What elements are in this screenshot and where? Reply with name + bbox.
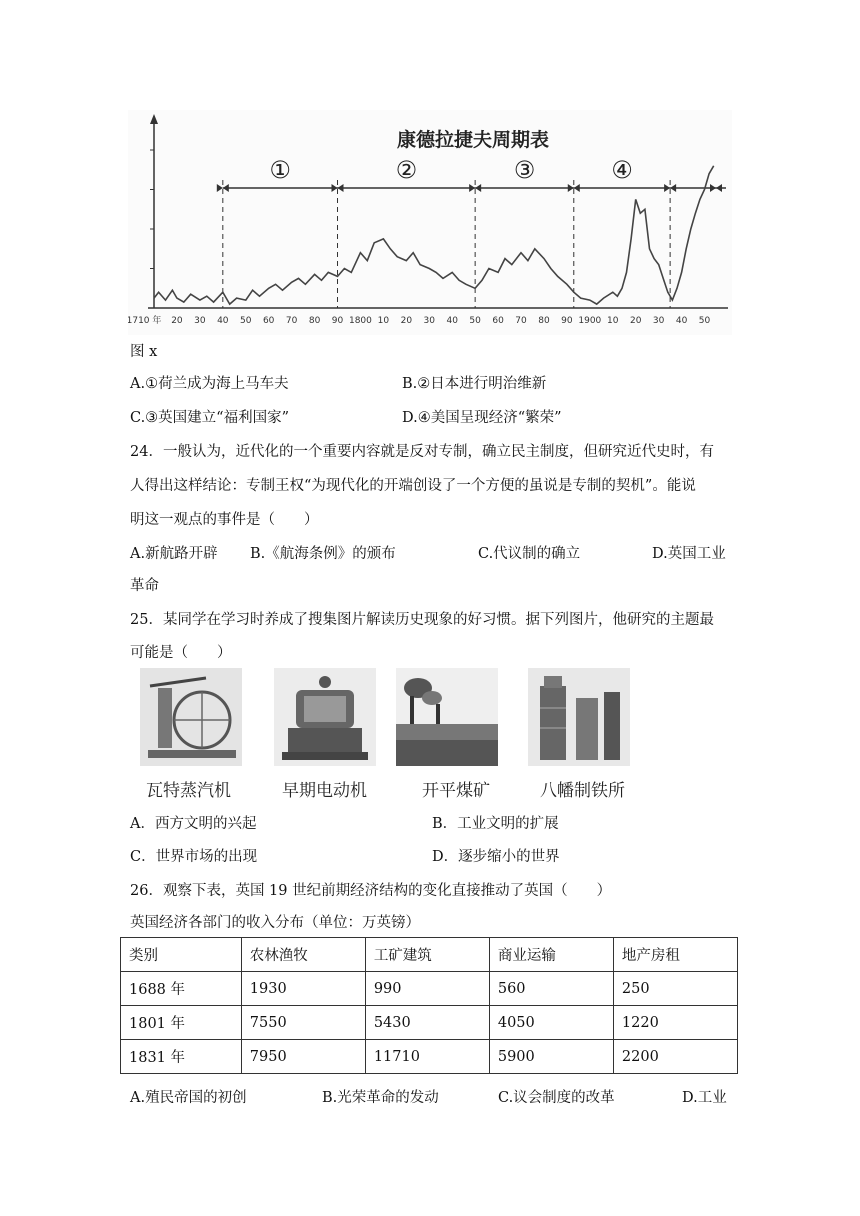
x-tick-label: 10 — [607, 316, 619, 326]
x-tick-label: 70 — [285, 316, 298, 326]
period-label: ② — [395, 156, 418, 184]
x-tick-label: 60 — [492, 316, 504, 326]
period-label: ④ — [611, 156, 633, 184]
q23-option-d: D.④美国呈现经济“繁荣” — [402, 410, 562, 426]
q25-option-b: B．工业文明的扩展 — [432, 816, 559, 832]
early-electric-motor-photo — [274, 668, 376, 766]
q25-line2: 可能是（ ） — [130, 645, 232, 661]
table-header-cell: 类别 — [121, 938, 242, 972]
steam-engine-photo — [140, 668, 242, 766]
x-tick-label: 1900 — [578, 316, 602, 326]
q25-option-c: C．世界市场的出现 — [130, 849, 258, 865]
x-tick-label: 80 — [538, 316, 550, 326]
q25-option-a: A．西方文明的兴起 — [130, 816, 257, 832]
q24-option-d: D.英国工业 — [652, 546, 726, 562]
q24-line2: 人得出这样结论：专制王权“为现代化的开端创设了一个方便的虽说是专制的契机”。能说 — [130, 478, 696, 494]
chart-title: 康德拉捷夫周期表 — [396, 129, 550, 151]
kaiping-coal-mine-photo — [396, 668, 498, 766]
income-table — [120, 937, 738, 1074]
x-tick-label: 10 — [377, 316, 390, 326]
table-row — [121, 972, 738, 1006]
x-tick-label: 1800 — [348, 316, 372, 326]
period-label: ③ — [513, 156, 536, 184]
x-tick-label: 20 — [171, 316, 183, 326]
table-cell: 11710 — [365, 1040, 489, 1074]
table-cell: 1220 — [613, 1006, 737, 1040]
q26-option-a: A.殖民帝国的初创 — [130, 1090, 247, 1106]
x-tick-label: 30 — [652, 316, 665, 326]
q23-option-a: A.①荷兰成为海上马车夫 — [130, 376, 289, 392]
table-cell: 7950 — [241, 1040, 365, 1074]
table-cell: 1688 年 — [121, 972, 242, 1006]
x-tick-label: 90 — [331, 316, 344, 326]
x-tick-label: 20 — [400, 316, 413, 326]
q26-option-d: D.工业 — [682, 1090, 727, 1106]
caption-electric-motor: 早期电动机 — [282, 781, 367, 801]
table-header-cell: 商业运输 — [489, 938, 613, 972]
table-cell: 990 — [365, 972, 489, 1006]
caption-steam-engine: 瓦特蒸汽机 — [146, 781, 231, 801]
x-tick-label: 40 — [217, 316, 229, 326]
x-tick-label: 90 — [561, 316, 573, 326]
table-header-cell: 农林渔牧 — [241, 938, 365, 972]
kondratiev-chart — [128, 110, 732, 335]
figure-caption: 图 x — [130, 344, 158, 360]
x-tick-label: 30 — [194, 316, 206, 326]
caption-coal-mine: 开平煤矿 — [422, 781, 490, 801]
table-cell: 250 — [613, 972, 737, 1006]
table-cell: 1930 — [241, 972, 365, 1006]
table-row — [121, 1006, 738, 1040]
x-tick-label: 40 — [675, 316, 688, 326]
caption-steel-works: 八幡制铁所 — [540, 781, 625, 801]
q24-line1: 24．一般认为，近代化的一个重要内容就是反对专制，确立民主制度，但研究近代史时，有 — [130, 444, 714, 460]
table-header-cell: 工矿建筑 — [365, 938, 489, 972]
table-cell: 5430 — [365, 1006, 489, 1040]
q26-table-title: 英国经济各部门的收入分布（单位：万英镑） — [130, 915, 420, 931]
x-tick-label: 70 — [515, 316, 527, 326]
q26-option-c: C.议会制度的改革 — [498, 1090, 615, 1106]
table-header-row — [121, 938, 738, 972]
q26-line1: 26．观察下表，英国 19 世纪前期经济结构的变化直接推动了英国（ ） — [130, 883, 612, 899]
table-cell: 1831 年 — [121, 1040, 242, 1074]
x-tick-label: 50 — [469, 316, 481, 326]
table-cell: 7550 — [241, 1006, 365, 1040]
q24-option-d-cont: 革命 — [130, 578, 159, 594]
table-cell: 1801 年 — [121, 1006, 242, 1040]
q25-line1: 25．某同学在学习时养成了搜集图片解读历史现象的好习惯。据下列图片，他研究的主题最 — [130, 612, 714, 628]
period-label: ① — [269, 156, 291, 184]
q23-option-b: B.②日本进行明治维新 — [402, 376, 547, 392]
x-tick-label: 50 — [698, 316, 711, 326]
chart-svg — [128, 110, 732, 335]
q24-option-c: C.代议制的确立 — [478, 546, 581, 562]
x-tick-label: 40 — [446, 316, 458, 326]
table-cell: 4050 — [489, 1006, 613, 1040]
table-row — [121, 1040, 738, 1074]
x-tick-label: 1710 年 — [128, 316, 162, 326]
table-cell: 2200 — [613, 1040, 737, 1074]
q23-option-c: C.③英国建立“福利国家” — [130, 410, 290, 426]
x-tick-label: 20 — [629, 316, 642, 326]
q24-line3: 明这一观点的事件是（ ） — [130, 512, 319, 528]
q26-option-b: B.光荣革命的发动 — [322, 1090, 439, 1106]
table-cell: 560 — [489, 972, 613, 1006]
table-header-cell: 地产房租 — [613, 938, 737, 972]
x-tick-label: 80 — [308, 316, 321, 326]
q24-option-a: A.新航路开辟 — [130, 546, 218, 562]
table-cell: 5900 — [489, 1040, 613, 1074]
q24-option-b: B.《航海条例》的颁布 — [250, 546, 396, 562]
x-tick-label: 60 — [262, 316, 275, 326]
yawata-steel-works-photo — [528, 668, 630, 766]
q25-option-d: D．逐步缩小的世界 — [432, 849, 560, 865]
x-tick-label: 30 — [423, 316, 435, 326]
x-tick-label: 50 — [240, 316, 252, 326]
